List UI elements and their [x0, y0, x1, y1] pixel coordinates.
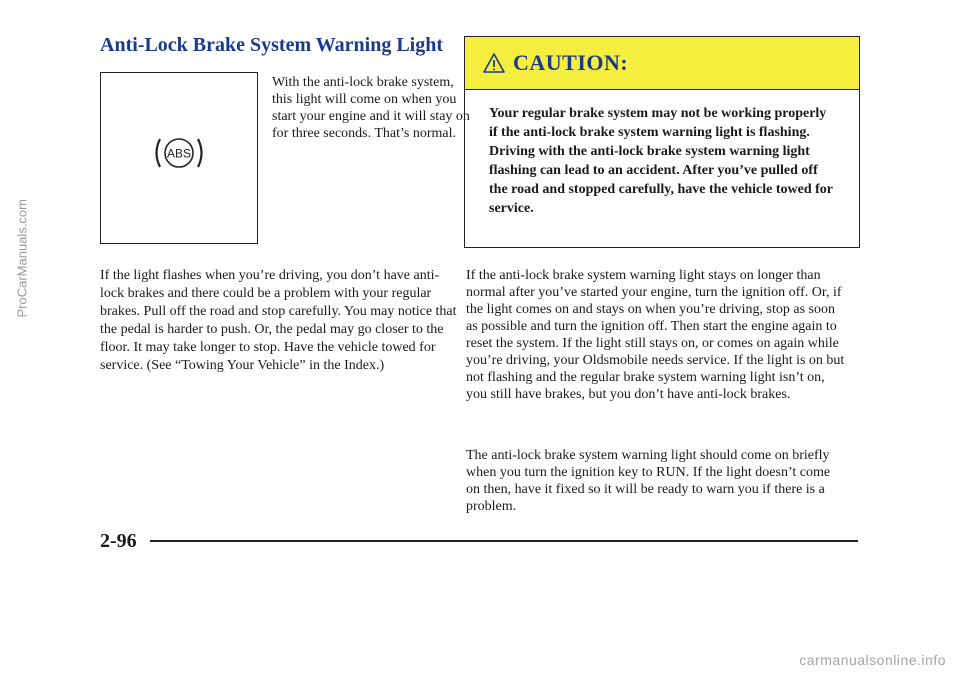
left-paragraph: If the light flashes when you’re driving, you don’t have anti-lock brakes and there could be a problem with your regular brakes. Pull off the road and stop carefully. You may notice that the pedal is harder to push. Or, the pedal may go closer to the floor. It may take longer to stop. Have the vehicle towed for service. (See “Towing Your Vehicle” in the Index.): [100, 268, 457, 373]
caution-box: [464, 36, 860, 248]
right-paragraph-2: The anti-lock brake system warning light should come on briefly when you turn the ignition key to RUN. If the light doesn’t come on then, have it fixed so it will be ready to warn you if there is a problem.: [466, 448, 831, 514]
right-paragraph-1: If the anti-lock brake system warning light stays on longer than normal after you’ve started your engine, turn the ignition off. Or, if the light comes on and stays on when you’re driving, stop as soon as possible and turn the ignition off. Then start the engine again to reset the system. If the light still stays on, or comes on again while you’re driving, your Oldsmobile needs service. If the light is on but not flashing and the regular brake system warning light isn’t on, you still have brakes, but you don’t have anti-lock brakes.: [466, 268, 845, 402]
bottom-watermark: carmanualsonline.info: [799, 652, 946, 668]
abs-indicator-label: ABS: [166, 146, 192, 161]
caution-text: Your regular brake system may not be working properly if the anti-lock brake system warning light is flashing. Driving with the anti-lock brake system warning light flashing can lead to an accident. After you’ve pulled off the road and stopped carefully, have the vehicle towed for service.: [489, 106, 833, 216]
caution-header: [465, 37, 859, 90]
intro-text: With the anti-lock brake system, this light will come on when you start your engine and it will stay on for three seconds. That’s normal.: [272, 75, 470, 141]
footer-rule: [150, 540, 858, 542]
warning-triangle-icon: [483, 53, 505, 73]
abs-indicator-box: [100, 72, 258, 244]
side-watermark: ProCarManuals.com: [14, 199, 30, 318]
abs-warning-icon: [151, 133, 207, 173]
section-title: Anti-Lock Brake System Warning Light: [100, 34, 443, 56]
page-number: 2-96: [100, 530, 137, 552]
caution-title: CAUTION:: [513, 50, 629, 75]
